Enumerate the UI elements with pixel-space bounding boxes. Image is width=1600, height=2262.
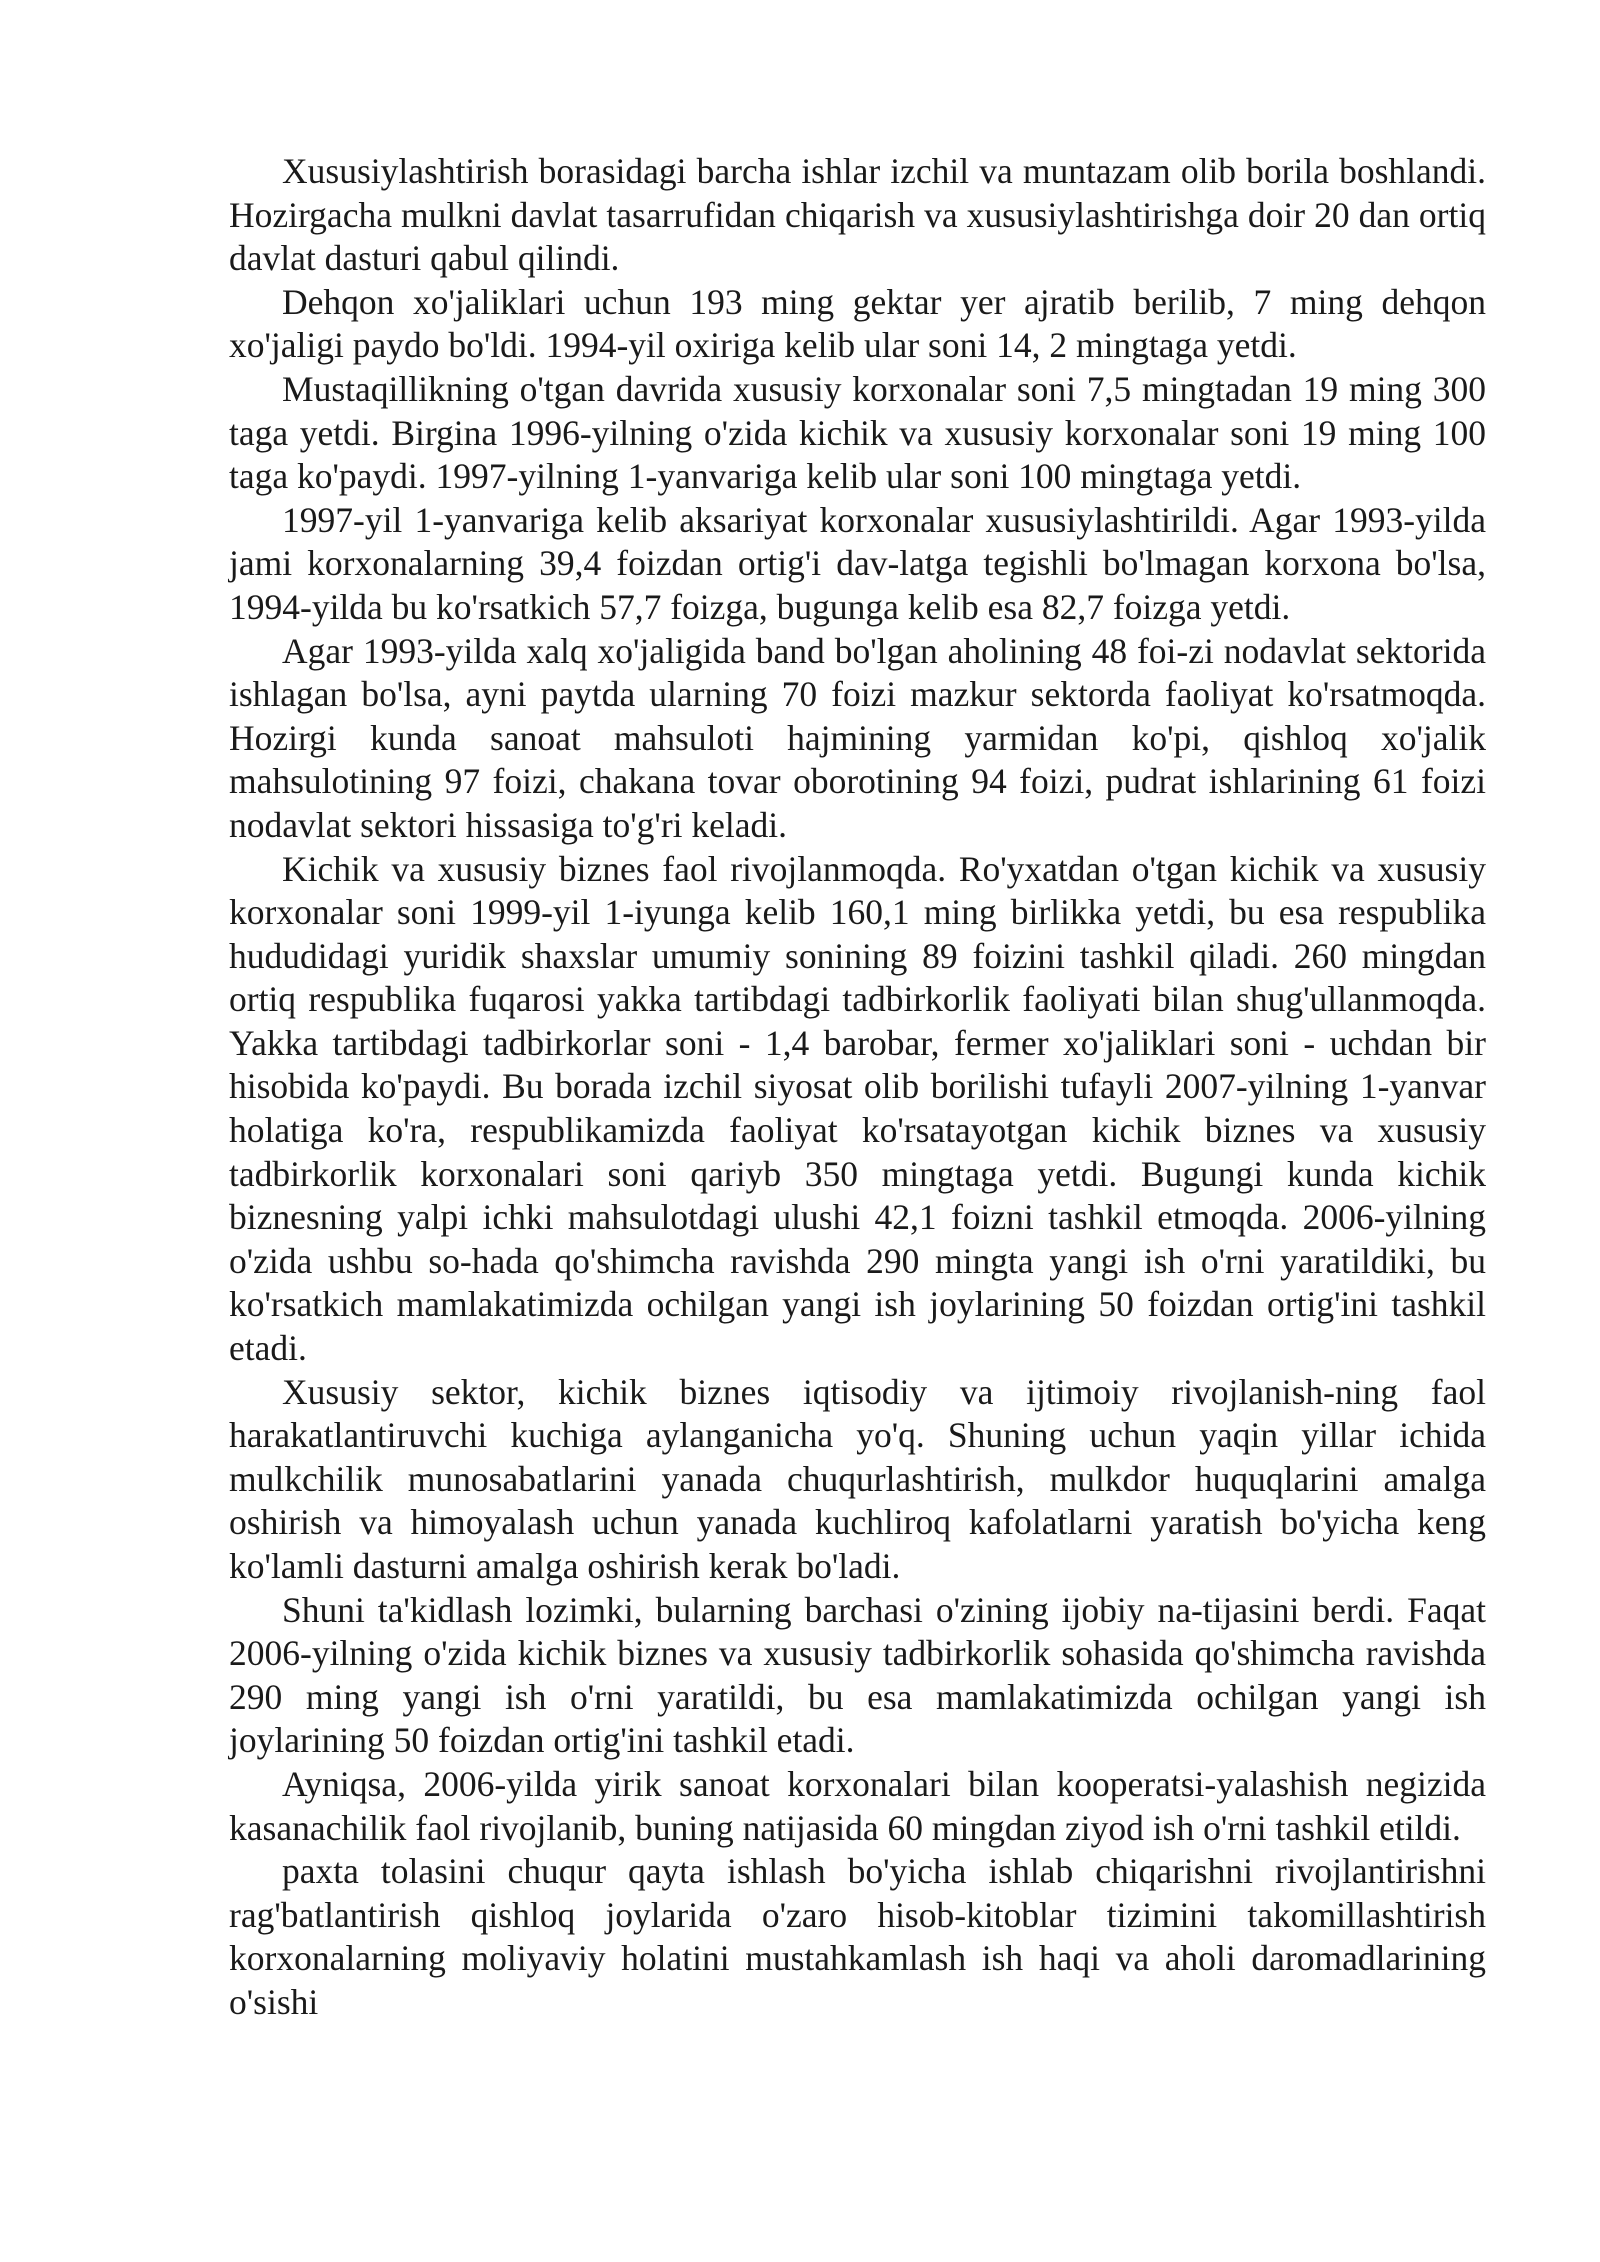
paragraph-3: Mustaqillikning o'tgan davrida xususiy korxonalar soni 7,5 mingtadan 19 ming 300 taga yetdi. Birgina 1996-yilning o'zida kichik va xususiy korxonalar soni 19 ming 100 taga ko'paydi. 1997-yilning 1-yanvariga kelib ular soni 100 mingtaga yetdi.: [229, 368, 1486, 497]
paragraph-5: Agar 1993-yilda xalq xo'jaligida band bo'lgan aholining 48 foi-zi nodavlat sektorida ishlagan bo'lsa, ayni paytda ularning 70 foizi mazkur sektorda faoliyat ko'rsatmoqda. Hozirgi kunda sanoat mahsuloti hajmining yarmidan ko'pi, qishloq xo'jalik mahsulotining 97 foizi, chakana tovar oborotining 94 foizi, pudrat ishlarining 61 foizi nodavlat sektori hissasiga to'g'ri keladi.: [229, 630, 1486, 845]
paragraph-6: Kichik va xususiy biznes faol rivojlanmoqda. Ro'yxatdan o'tgan kichik va xususiy korxonalar soni 1999-yil 1-iyunga kelib 160,1 ming birlikka yetdi, bu esa respublika hududidagi yuridik shaxslar umumiy sonining 89 foizini tashkil qiladi. 260 mingdan ortiq respublika fuqarosi yakka tartibdagi tadbirkorlik faoliyati bilan shug'ullanmoqda. Yakka tartibdagi tadbirkorlar soni - 1,4 barobar, fermer xo'jaliklari soni - uchdan bir hisobida ko'paydi. Bu borada izchil siyosat olib borilishi tufayli 2007-yilning 1-yanvar holatiga ko'ra, respublikamizda faoliyat ko'rsatayotgan kichik biznes va xususiy tadbirkorlik korxonalari soni qariyb 350 mingtaga yetdi. Bugungi kunda kichik biznesning yalpi ichki mahsulotdagi ulushi 42,1 foizni tashkil etmoqda. 2006-yilning o'zida ushbu so-hada qo'shimcha ravishda 290 mingta yangi ish o'rni yaratildiki, bu ko'rsatkich mamlakatimizda ochilgan yangi ish joylarining 50 foizdan ortig'ini tashkil etadi.: [229, 848, 1486, 1369]
paragraph-1: Xususiylashtirish borasidagi barcha ishlar izchil va muntazam olib borila boshlandi. Hozirgacha mulkni davlat tasarrufidan chiqarish va xususiylashtirishga doir 20 dan ortiq davlat dasturi qabul qilindi.: [229, 151, 1486, 279]
paragraph-2: Dehqon xo'jaliklari uchun 193 ming gektar yer ajratib berilib, 7 ming dehqon xo'jaligi paydo bo'ldi. 1994-yil oxiriga kelib ular soni 14, 2 mingtaga yetdi.: [229, 281, 1486, 366]
paragraph-10: paxta tolasini chuqur qayta ishlash bo'yicha ishlab chiqarishni rivojlantirishni rag'batlantirish qishloq joylarida o'zaro hisob-kitoblar tizimini takomillashtirish korxonalarning moliyaviy holatini mustahkamlash ish haqi va aholi daromadlarining o'sishi: [229, 1851, 1486, 2022]
paragraph-7: Xususiy sektor, kichik biznes iqtisodiy va ijtimoiy rivojlanish-ning faol harakatlantiruvchi kuchiga aylanganicha yo'q. Shuning uchun yaqin yillar ichida mulkchilik munosabatlarini yanada chuqurlashtirish, mulkdor huquqlarini amalga oshirish va himoyalash uchun yanada kuchliroq kafolatlarni yaratish bo'yicha keng ko'lamli dasturni amalga oshirish kerak bo'ladi.: [229, 1371, 1486, 1586]
paragraph-8: Shuni ta'kidlash lozimki, bularning barchasi o'zining ijobiy na-tijasini berdi. Faqat 2006-yilning o'zida kichik biznes va xususiy tadbirkorlik sohasida qo'shimcha ravishda 290 ming yangi ish o'rni yaratildi, bu esa mamlakatimizda ochilgan yangi ish joylarining 50 foizdan ortig'ini tashkil etadi.: [229, 1589, 1486, 1761]
paragraph-9: Ayniqsa, 2006-yilda yirik sanoat korxonalari bilan kooperatsi-yalashish negizida kasanachilik faol rivojlanib, buning natijasida 60 mingdan ziyod ish o'rni tashkil etildi.: [229, 1763, 1486, 1848]
paragraph-4: 1997-yil 1-yanvariga kelib aksariyat korxonalar xususiylashtirildi. Agar 1993-yilda jami korxonalarning 39,4 foizdan ortig'i dav-latga tegishli bo'lmagan korxona bo'lsa, 1994-yilda bu ko'rsatkich 57,7 foizga, bugunga kelib esa 82,7 foizga yetdi.: [229, 499, 1486, 627]
document-page: [229, 150, 1486, 2025]
